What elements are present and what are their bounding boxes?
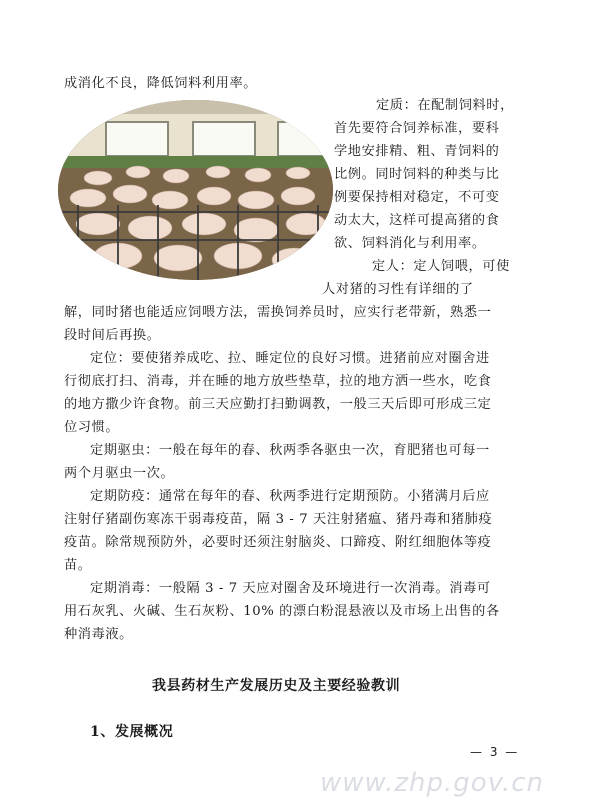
text-line: 定期消毒：一般隔 3 - 7 天应对圈舍及环境进行一次消毒。消毒可 <box>90 581 491 596</box>
text-line: 学地安排精、粗、青饲料的 <box>334 144 500 159</box>
text-line: 例要保持相对稳定，不可变 <box>334 190 500 205</box>
text-line: 比例。同时饲料的种类与比 <box>334 167 500 182</box>
text-line: 成消化不良，降低饲料利用率。 <box>64 76 258 91</box>
text-line: 苗。 <box>64 558 92 573</box>
text-line: 两个月驱虫一次。 <box>64 466 175 481</box>
text-line: 用石灰乳、火碱、生石灰粉、10% 的漂白粉混悬液以及市场上出售的各 <box>64 604 500 619</box>
text-line: 定位：要使猪养成吃、拉、睡定位的良好习惯。进猪前应对圈舍进 <box>90 351 490 366</box>
pig-farm-photo <box>58 100 333 280</box>
text-line: 定人：定人饲喂，可使 <box>372 259 510 274</box>
text-line: 首先要符合饲养标准，要科 <box>334 121 500 136</box>
text-line: 注射仔猪副伤寒冻干弱毒疫苗，隔 3 - 7 天注射猪瘟、猪丹毒和猪肺疫 <box>64 512 493 527</box>
text-line: 解，同时猪也能适应饲喂方法，需换饲养员时，应实行老带新，熟悉一 <box>64 305 492 320</box>
page-number: — 3 — <box>470 745 520 759</box>
text-line: 行彻底打扫、消毒，并在睡的地方放些垫草，拉的地方洒一些水，吃食 <box>64 374 492 389</box>
subheading: 1、发展概况 <box>90 724 174 740</box>
text-line: 定质：在配制饲料时， <box>376 98 514 113</box>
text-line: 动太大，这样可提高猪的食 <box>334 213 500 228</box>
section-title: 我县药材生产发展历史及主要经验教训 <box>152 678 401 694</box>
watermark: www.zhp.gov.cn <box>320 768 545 798</box>
text-line: 段时间后再换。 <box>64 328 161 343</box>
text-line: 定期驱虫：一般在每年的春、秋两季各驱虫一次，育肥猪也可每一 <box>90 443 490 458</box>
text-line: 定期防疫：通常在每年的春、秋两季进行定期预防。小猪满月后应 <box>90 489 490 504</box>
text-line: 种消毒液。 <box>64 627 133 642</box>
text-line: 欲、饲料消化与利用率。 <box>334 236 486 251</box>
text-line: 人对猪的习性有详细的了 <box>322 282 474 297</box>
text-line: 位习惯。 <box>64 420 120 435</box>
text-line: 疫苗。除常规预防外，必要时还须注射脑炎、口蹄疫、附红细胞体等疫 <box>64 535 492 550</box>
text-line: 的地方撒少许食物。前三天应勤打扫勤调教，一般三天后即可形成三定 <box>64 397 492 412</box>
